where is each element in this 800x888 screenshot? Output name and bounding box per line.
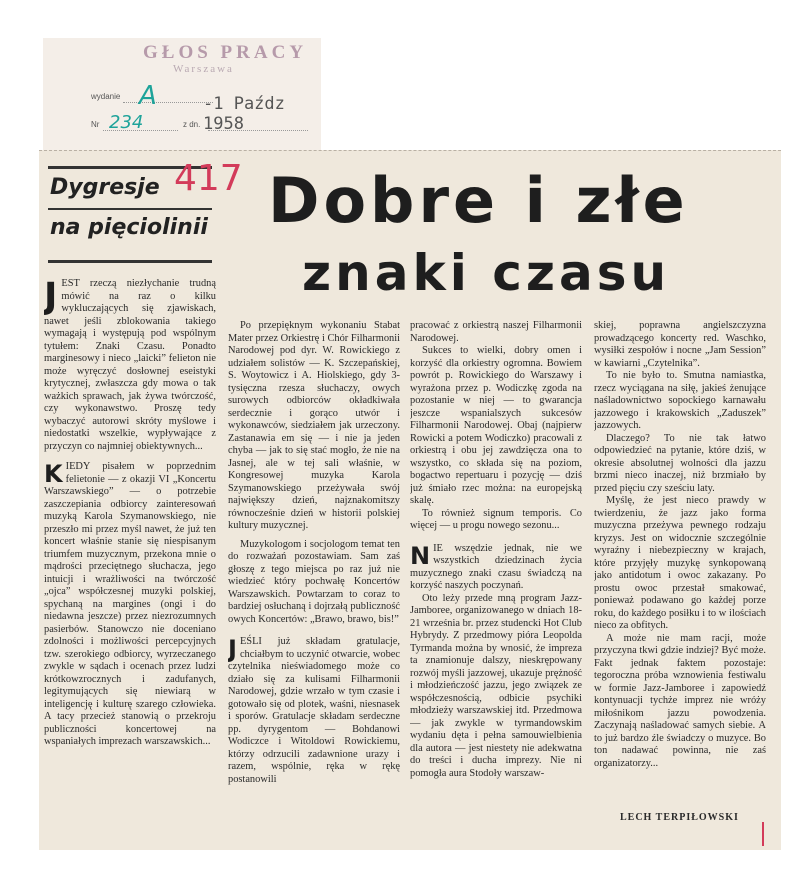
clipping-number-handwritten: 417	[174, 158, 243, 199]
stamp-issue-label: wydanie	[91, 92, 121, 101]
rubric-rule-mid	[48, 208, 212, 210]
column-3-paragraph-4: NIE wszędzie jednak, nie we wszystkich dziedzinach życia muzycznego znaki czasu świadczą na korzyść naszych poczynań.	[410, 541, 582, 591]
article-column-3	[410, 320, 582, 845]
headline-line-1: Dobre i złe	[268, 164, 689, 237]
handwritten-issue: A	[139, 81, 157, 111]
handwritten-number: 234	[109, 112, 144, 133]
stamp-title: GŁOS PRACY	[143, 42, 308, 63]
column-3-paragraph-5: Oto leży przede mną program Jazz-Jamboree, organizowanego w dniach 18-21 września br. przez studencki Hot Club Hybrydy. Z przedmowy pióra Leopolda Tyrmanda można by wnosić, że impreza ta znamionuje dalszy, nieskrępowany rozwój myśli jazzowej, ukazuje prężność i młodzieńczość jazzu, jego związek ze współczesnością, odbicie psychiki młodzieży warszawskiej itd. Przedmowa — jak zwykle w tyrmandowskim wydaniu dęta i pełna samouwielbienia dla autora — jest niestety nie adekwatna do treści i ducha imprezy. Nie ni pomogła aura Stodoły warszaw-	[410, 592, 582, 779]
rubric-line-1: Dygresje	[50, 175, 160, 200]
article-column-4	[594, 320, 766, 810]
column-1-paragraph-2: KIEDY pisałem w poprzednim felietonie — z okazji VI „Koncertu Warszawskiego” — o potrzebie zaszczepiania odbiorcy zainteresowań muzyką Karola Szymanowskiego, nie przeszło mi przez myśl nawet, że już ten koncert właśnie stanie się niespisanym triumfem muzycznym, przekona mnie o mądrości przeciętnego słuchacza, jego intuicji i wrażliwości na twórczość „ojca” współczesnej muzyki polskiej, spychaną na margines (ongi i do niedawna jeszcze) przez niezrozumnych pasierbów. Stanowczo nie doceniano zdolności i możliwości percepcyjnych tzw. szerokiego odbiorcy, wyrzeczanego zwykle w sądach i ocenach przez ludzi krótkowzrocznych i zadufanych, legitymujących się niewiarą w inteligencję i kulturę szarego człowieka. A tacy przecież stanowią o przekroju publiczności koncertowej na wspaniałych imprezach warszawskich...	[44, 460, 216, 747]
column-4-paragraph-4: Myślę, że jest nieco prawdy w twierdzeniu, że jazz jako forma muzyczna przeżywa pewnego rodzaju kryzys. Jest on widocznie szczególnie wyraźny i niebezpieczny w krajach, które przyjęły muzykę synkopowaną jako antidotum i owoc zakazany. Po prostu owoc przestał smakować, ponieważ podawano go każdej porze roku, do każdego posiłku i to w ilościach nieco za obfitych.	[594, 495, 766, 631]
stamp-date-label: z dn.	[183, 120, 201, 129]
author-signature: LECH TERPIŁOWSKI	[620, 812, 739, 823]
drop-cap: J	[44, 278, 58, 317]
stamp-number-label: Nr	[91, 120, 100, 129]
headline-line-2: znaki czasu	[302, 244, 671, 302]
drop-cap: K	[44, 460, 63, 488]
column-2-paragraph-2: Muzykologom i socjologom temat ten do rozważań pozostawiam. Sam zaś głoszę z tego miejsca po raz już nie wiedzieć który pochwałę Koncertów Warszawskich. Powtarzam to coraz to bardziej osłuchaną i dojrzałą publiczność owych Koncertów: „Brawo, brawo, bis!”	[228, 538, 400, 625]
rubric-line-2: na pięciolinii	[50, 215, 208, 240]
clipping-edge	[39, 150, 781, 154]
column-2-paragraph-3: JEŚLI już składam gratulacje, chciałbym to uczynić otwarcie, wobec czytelnika nieświadomego może co działo się za kulisami Filharmonii Narodowej, gdzie wrzało w tym czasie i gotowało się od plotek, waśni, niesnasek i sporów. Gratulacje składam serdeczne pp. dyrygentom — Bohdanowi Wodiczce i Witoldowi Rowickiemu, którzy odrzucili zadawnione urazy i razem, wspólnie, ręka w rękę postanowili	[228, 635, 400, 785]
newspaper-stamp	[43, 38, 321, 150]
column-3-paragraph-3: To również signum temporis. Co więcej — u progu nowego sezonu...	[410, 507, 582, 531]
column-4-paragraph-2: To nie było to. Smutna namiastka, rzecz wyciągana na siłę, jakieś żenujące naśladownictwo sopockiego karnawału jazzowego i krakowskich „Zaduszek” jazzowych.	[594, 370, 766, 431]
stamp-issue-line	[123, 102, 213, 103]
stamp-date: -1 Paźdz 1958	[203, 94, 285, 134]
drop-cap: N	[410, 541, 431, 570]
drop-cap: J	[228, 635, 237, 663]
column-1-paragraph-1: JEST rzeczą niezłychanie trudną mówić na raz o kilku wykluczających się zjawiskach, nawet jeśli zblokowania takiego wymagają i występują pod wspólnym tytułem: Znaki Czasu. Ponadto marginesowy i nieco „laicki” felieton nie może wyręczyć dosłownej eseistyki krytycznej, zwłaszcza gdy mowa o tak ważkich sprawach, jak żywa twórczość, czy wykonawstwo. Proszę tedy wybaczyć autorowi skróty myślowe i niedostatki wszelkie, wypływające z przyczyn co najmniej obiektywnych...	[44, 278, 216, 452]
column-3-paragraph-2: Sukces to wielki, dobry omen i korzyść dla orkiestry ogromna. Bowiem powrót p. Rowickiego do Warszawy i wyrażona przez p. Wodiczkę zgoda na pozostanie w niej — to gwarancja jeszcze wspanialszych sukcesów Filharmonii Narodowej. Obaj (najpierw Rowicki a potem Wodiczko) pracowali z orkiestrą i obu jej zawdzięcza ona to wszystko, co składa się na poziom, bogactwo repertuaru i pozycję — dziś już śmiało rzec można: na europejską skalę.	[410, 345, 582, 506]
rubric-rule-bottom	[48, 260, 212, 263]
column-2-paragraph-1: Po przepięknym wykonaniu Stabat Mater przez Orkiestrę i Chór Filharmonii Narodowej pod dyr. W. Rowickiego z udziałem solistów — K. Szczepańskiej, S. Woytowicz i A. Hiolskiego, gdy 3-tysięczna rzesza słuchaczy, owych surowych odbiorców okładkiwała serdecznie i gorąco utwór i wykonawców, siedziałem jak urzeczony. Zastanawia em się — i nie ja jeden chyba — jak to się stać mogło, że nie na Jasnej, ale w tej sali właśnie, w Kongresowej muzyka Karola Szymanowskiego przeżywała swój największy dzień, najznakomitszy równocześnie dzień w historii polskiej kultury muzycznej.	[228, 320, 400, 531]
stamp-city: Warszawa	[173, 63, 234, 75]
column-3-paragraph-1: pracować z orkiestrą naszej Filharmonii Narodowej.	[410, 320, 582, 344]
pencil-mark	[762, 822, 764, 846]
column-4-paragraph-1: skiej, poprawna angielszczyzna prowadzącego koncerty red. Waschko, wysiłki zespołów i nocne „Jam Session” w kawiarni „Czytelnika”.	[594, 320, 766, 369]
article-column-2	[228, 320, 400, 845]
column-4-paragraph-5: A może nie mam racji, może przyczyna tkwi gdzie indziej? Być może. Fakt jednak faktem pozostaje: tegoroczna próba wznowienia festiwalu w formie Jazz-Jamboree i zapowiedź kontynuacji tychże imprez nie wróży miłośnikom jazzu powodzenia. Zaczynają naśladować samych siebie. A to już bardzo źle świadczy o muzyce. Bo ton nadawać powinna, nie zaś organizatorzy...	[594, 632, 766, 769]
column-4-paragraph-3: Dlaczego? To nie tak łatwo odpowiedzieć na pytanie, które dziś, w okresie absolutnej wolności dla jazzu brzmi nieco inaczej, niż brzmiało by przed pięciu czy sześciu laty.	[594, 432, 766, 494]
article-column-1	[44, 278, 216, 833]
